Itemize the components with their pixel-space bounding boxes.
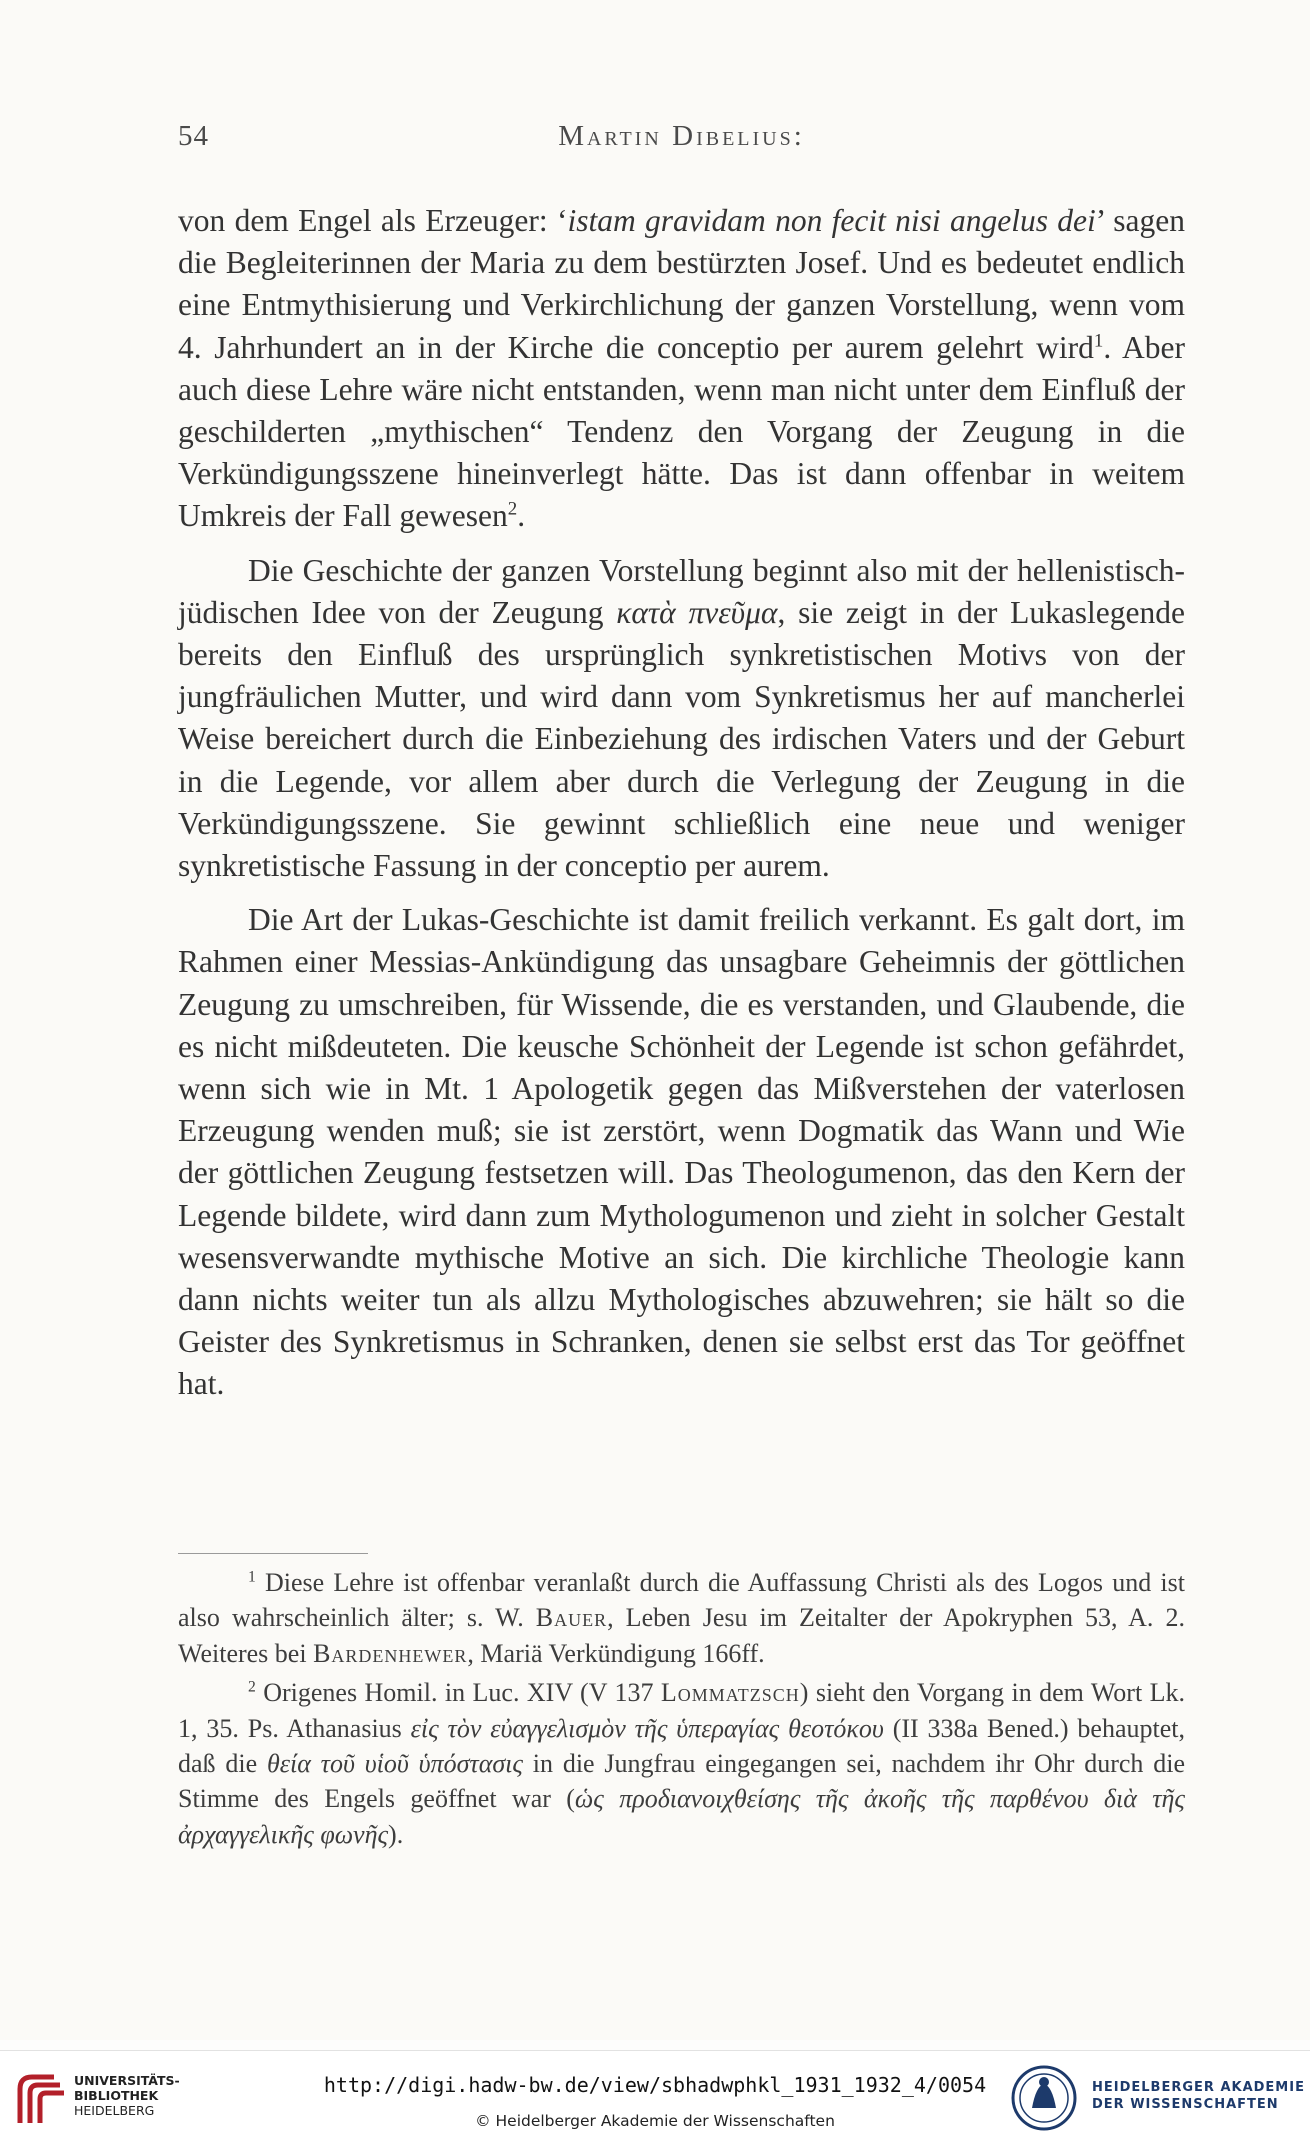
text-run: Die Geschichte der ganzen Vorstellung beginnt also mit der hellenistisch-jüdischen Idee von der Zeugung — [178, 552, 1185, 630]
body-text — [178, 200, 1185, 1406]
author-name: Lommatzsch — [660, 1678, 800, 1708]
viewer-footer — [0, 2050, 1310, 2145]
university-library-name: UNIVERSITÄTS- BIBLIOTHEK HEIDELBERG — [74, 2073, 180, 2118]
text-run: . — [517, 498, 526, 534]
text-run: von dem Engel als Erzeuger: ‘ — [178, 203, 568, 238]
greek-text: ὡς προδιανοιχθείσης τῆς ἀκοῆς τῆς παρθένου διὰ τῆς ἀρχαγγελικῆς φωνῆς — [178, 1784, 1185, 1849]
footnote — [178, 1675, 1185, 1852]
academy-seal-icon — [1010, 2064, 1078, 2132]
footnote-marker: 1 — [1093, 330, 1104, 352]
text-run: (II 338a Bened.) behauptet, daß die — [178, 1713, 1185, 1779]
footnotes — [178, 1565, 1185, 1852]
text-run: ) sieht den Vorgang in dem Wort Lk. 1, 35. Ps. Athanasius — [178, 1678, 1185, 1743]
text-run: Die Art der Lukas-Geschichte ist damit freilich verkannt. Es galt dort, im Rahmen einer Messias-Ankündigung das unsagbare Geheimnis der göttlichen Zeugung zu umschreiben, für Wissende, die es verstanden, und Glaubende, die es nicht mißdeuteten. Die keusche Schönheit der Legende ist schon gefährdet, wenn sich wie in Mt. 1 Apologetik gegen das Mißverstehen der vaterlosen Erzeugung wenden muß; sie ist zerstört, wenn Dogmatik das Wann und Wie der göttlichen Zeugung festsetzen will. Das Theologumenon, das den Kern der Legende bildete, wird dann zum Mythologumenon und zieht in solcher Gestalt wesensverwandte mythische Motive an sich. Die kirchliche Theologie kann dann nichts weiter tun als allzu Mythologisches abzuwehren; sie hält so die Geister des Synkretismus in Schranken, denen sie selbst erst das Tor geöffnet hat. — [178, 902, 1185, 1402]
text-run: . Aber auch diese Lehre wäre nicht entstanden, wenn man nicht unter dem Einfluß der geschilderten „mythischen“ Tendenz den Vorgang der Zeugung in die Verkündigungsszene hineinverlegt hätte. Das ist dann offenbar in weitem Umkreis der Fall gewesen — [178, 329, 1185, 534]
text-run: , Leben Jesu im Zeitalter der Apokryphen 53, A. 2. Weiteres bei — [178, 1603, 1185, 1668]
greek-text: θεία τοῦ υἱοῦ ὑπόστασις — [266, 1749, 523, 1779]
greek-text: εἰς τὸν εὐαγγελισμὸν τῆς ὑπεραγίας θεοτόκου — [410, 1713, 884, 1743]
text-run: Origenes Homil. in Luc. XIV (V 137 — [255, 1678, 661, 1708]
academy-name: HEIDELBERGER AKADEMIE DER WISSENSCHAFTEN — [1092, 2080, 1305, 2112]
footnote-marker: 2 — [507, 498, 518, 520]
footnote-marker: 2 — [248, 1678, 256, 1696]
author-name: Bauer — [535, 1603, 608, 1633]
text-run: , Mariä Verkündigung 166ff. — [467, 1638, 765, 1668]
running-head-author: Martin Dibelius: — [558, 120, 805, 152]
author-name: Bardenhewer — [313, 1638, 468, 1668]
footnote-divider — [178, 1553, 368, 1554]
greek-text: κατὰ πνεῦμα — [616, 594, 778, 630]
page-number: 54 — [178, 120, 209, 152]
footnote — [178, 1565, 1185, 1671]
footnote-marker: 1 — [248, 1568, 256, 1586]
paragraph — [178, 200, 1185, 538]
latin-quote: istam gravidam non fecit nisi angelus dei — [567, 203, 1096, 238]
paragraph — [178, 899, 1185, 1405]
running-head — [178, 120, 1185, 160]
text-run: ). — [388, 1819, 404, 1849]
text-run: in die Jungfrau eingegangen sei, nachdem ihr Ohr durch die Stimme des Engels geöffnet war ( — [178, 1749, 1185, 1814]
text-run: Diese Lehre ist offenbar veranlaßt durch die Auffassung Christi als des Logos und ist also wahrscheinlich älter; s. W. — [178, 1568, 1185, 1633]
permalink-url[interactable]: http://digi.hadw-bw.de/view/sbhadwphkl_1931_1932_4/0054 — [323, 2073, 987, 2097]
text-run: , sie zeigt in der Lukaslegende bereits den Einfluß des ursprünglich synkretistischen Motivs von der jungfräulichen Mutter, und wird dann vom Synkretismus her auf mancherlei Weise bereichert durch die Einbeziehung des irdischen Vaters und der Geburt in die Legende, vor allem aber durch die Verlegung der Zeugung in die Verkündigungsszene. Sie gewinnt schließlich eine neue und weniger synkretistische Fassung in der conceptio per aurem. — [178, 594, 1186, 884]
paragraph — [178, 550, 1185, 888]
text-run: ’ sagen die Begleiterinnen der Maria zu dem bestürzten Josef. Und es bedeutet endlich eine Entmythisierung und Verkirchlichung der ganzen Vorstellung, wenn vom 4. Jahrhundert an in der Kirche die conceptio per aurem gelehrt wird — [178, 203, 1185, 365]
copyright-notice: © Heidelberger Akademie der Wissenschaften — [475, 2112, 835, 2130]
